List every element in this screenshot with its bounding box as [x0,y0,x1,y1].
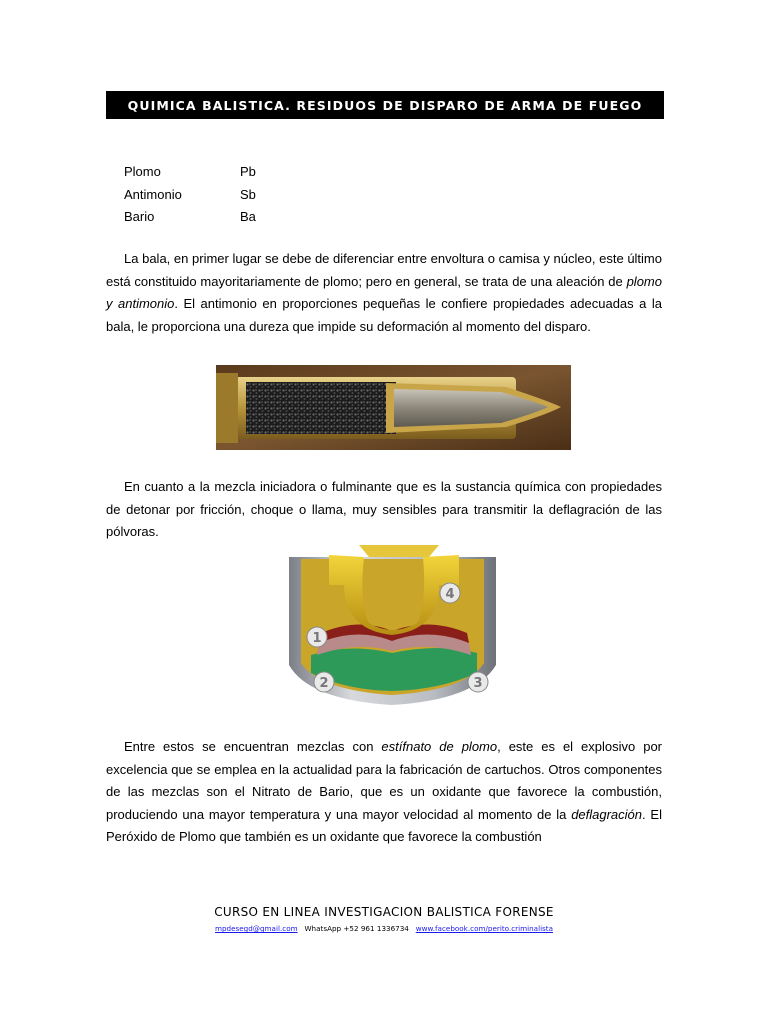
whatsapp-text: WhatsApp +52 961 1336734 [304,924,409,933]
element-name: Bario [124,209,155,224]
list-item [124,184,256,207]
paragraph-italic: deflagración [571,806,643,822]
bullet-cutaway-image [216,365,571,450]
paragraph-mixtures [106,736,662,849]
list-item [124,206,256,229]
primer-diagram-image [289,545,496,707]
paragraph-text: Entre estos se encuentran mezclas con [124,739,382,754]
paragraph-text: . El antimonio en proporciones pequeñas le confiere propiedades adecuadas a la bala, le proporciona una dureza que impide su deformación al momento del disparo. [106,296,662,334]
header-bar [106,91,664,119]
page-title: QUIMICA BALISTICA. RESIDUOS DE DISPARO DE ARMA DE FUEGO [127,97,643,113]
element-symbol: Ba [240,209,256,224]
paragraph-text: , este es el explosivo por excelencia que se emplea en la actualidad para la fabricación de cartuchos. Otros componentes de las mezclas son el Nitrato de Bario, que es un oxidante que favorece la combustión, produciendo una mayor temperatura y una mayor velocidad al momento de la [106,739,663,822]
paragraph-text: La bala, en primer lugar se debe de diferenciar entre envoltura o camisa y núcleo, este último está constituido mayoritariamente de plomo; pero en general, se trata de una aleación de [106,251,662,289]
list-item [124,161,256,184]
paragraph-primer: En cuanto a la mezcla iniciadora o fulminante que es la sustancia química con propiedades de detonar por fricción, choque o llama, muy sensibles para transmitir la deflagración de las pólvoras. [106,479,662,540]
paragraph-italic: plomo y antimonio [106,273,662,312]
element-name: Plomo [124,164,161,179]
primer-label: 1 [312,631,322,646]
email-link[interactable]: mpdesegd@gmail.com [214,924,298,933]
footer-contact [0,924,768,933]
element-name: Antimonio [124,186,182,202]
paragraph-italic: estífnato de plomo [381,739,498,754]
paragraph-text: . El Peróxido de Plomo que también es un oxidante que favorece la combustión [106,806,662,845]
paragraph-bullet [106,248,662,338]
element-symbol: Pb [240,164,256,179]
elements-list [124,161,256,229]
facebook-link[interactable]: www.facebook.com/perito.criminalista [415,924,554,933]
primer-label: 4 [445,587,455,602]
element-symbol: Sb [240,186,256,202]
primer-label: 2 [319,676,329,691]
primer-label: 3 [473,676,483,691]
footer-title: CURSO EN LINEA INVESTIGACION BALISTICA FORENSE [214,905,554,919]
